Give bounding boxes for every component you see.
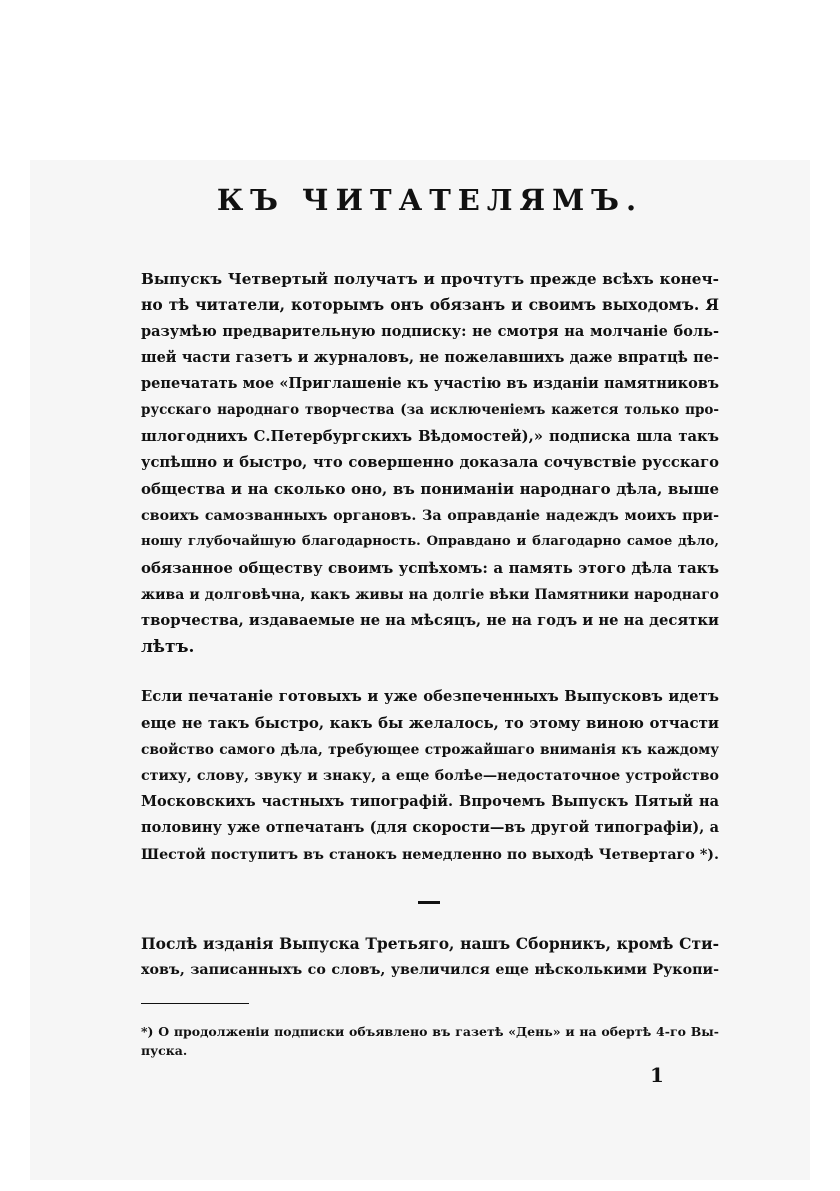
text-line: успѣшно и быстро, что совершенно доказала сочувствіе русскаго [141, 454, 719, 472]
footnote [141, 1022, 719, 1060]
text-line: но тѣ читатели, которымъ онъ обязанъ и своимъ выходомъ. Я [141, 295, 719, 315]
text-line: лѣтъ. [141, 637, 195, 658]
text-line: творчества, издаваемые не на мѣсяцъ, не на годъ и не на десятки [141, 611, 719, 629]
text-line: разумѣю предварительную подписку: не смотря на молчаніе боль- [141, 322, 719, 340]
text-line: Шестой поступитъ въ станокъ немедленно по выходѣ Четвертаго *). [141, 846, 719, 863]
paragraph-3 [141, 931, 719, 984]
text-line: половину уже отпечатанъ (для скорости—въ другой типографіи), а [141, 819, 719, 837]
footnote-rule [141, 1003, 249, 1004]
text-line: еще не такъ быстро, какъ бы желалось, то этому виною отчасти [141, 714, 719, 733]
footnote-line: *) О продолженіи подписки объявлено въ газетѣ «День» и на обертѣ 4-го Вы- [141, 1024, 719, 1039]
footnote-line: пуска. [141, 1043, 188, 1058]
text-line: общества и на сколько оно, въ пониманіи народнаго дѣла, выше [141, 480, 719, 499]
section-separator [418, 901, 440, 904]
text-line: Послѣ изданія Выпуска Третьяго, нашъ Сборникъ, кромѣ Сти- [141, 934, 719, 953]
text-line: стиху, слову, звуку и знаку, а еще болѣе—недостаточное устройство [141, 767, 719, 784]
text-line: репечатать мое «Приглашеніе къ участію въ изданіи памятниковъ [141, 375, 719, 393]
text-line: Если печатаніе готовыхъ и уже обезпеченныхъ Выпусковъ идетъ [141, 688, 719, 705]
page-number: 1 [650, 1063, 664, 1087]
text-line: шлогоднихъ С.Петербургскихъ Вѣдомостей),» подписка шла такъ [141, 427, 719, 445]
text-line: Выпускъ Четвертый получатъ и прочтутъ прежде всѣхъ конеч- [141, 270, 719, 288]
text-line: своихъ самозванныхъ органовъ. За оправданіе надеждъ моихъ при- [141, 507, 719, 524]
page-title: КЪ ЧИТАТЕЛЯМЪ. [216, 183, 644, 217]
text-line: русскаго народнаго творчества (за исключеніемъ кажется только про- [141, 402, 719, 419]
text-line: ношу глубочайшую благодарность. Оправдано и благодарно самое дѣло, [141, 533, 719, 549]
paragraph-2 [141, 684, 719, 868]
text-line: жива и долговѣчна, какъ живы на долгіе вѣки Памятники народнаго [141, 586, 719, 603]
text-line: обязанное обществу своимъ успѣхомъ: а память этого дѣла такъ [141, 559, 719, 578]
text-line: Московскихъ частныхъ типографій. Впрочемъ Выпускъ Пятый на [141, 793, 719, 811]
text-line: ховъ, записанныхъ со словъ, увеличился еще нѣсколькими Рукопи- [141, 962, 719, 979]
text-line: шей части газетъ и журналовъ, не пожелавшихъ даже впратцѣ пе- [141, 348, 719, 366]
text-line: свойство самого дѣла, требующее строжайшаго вниманія къ каждому [141, 741, 719, 758]
paragraph-1 [141, 266, 719, 660]
